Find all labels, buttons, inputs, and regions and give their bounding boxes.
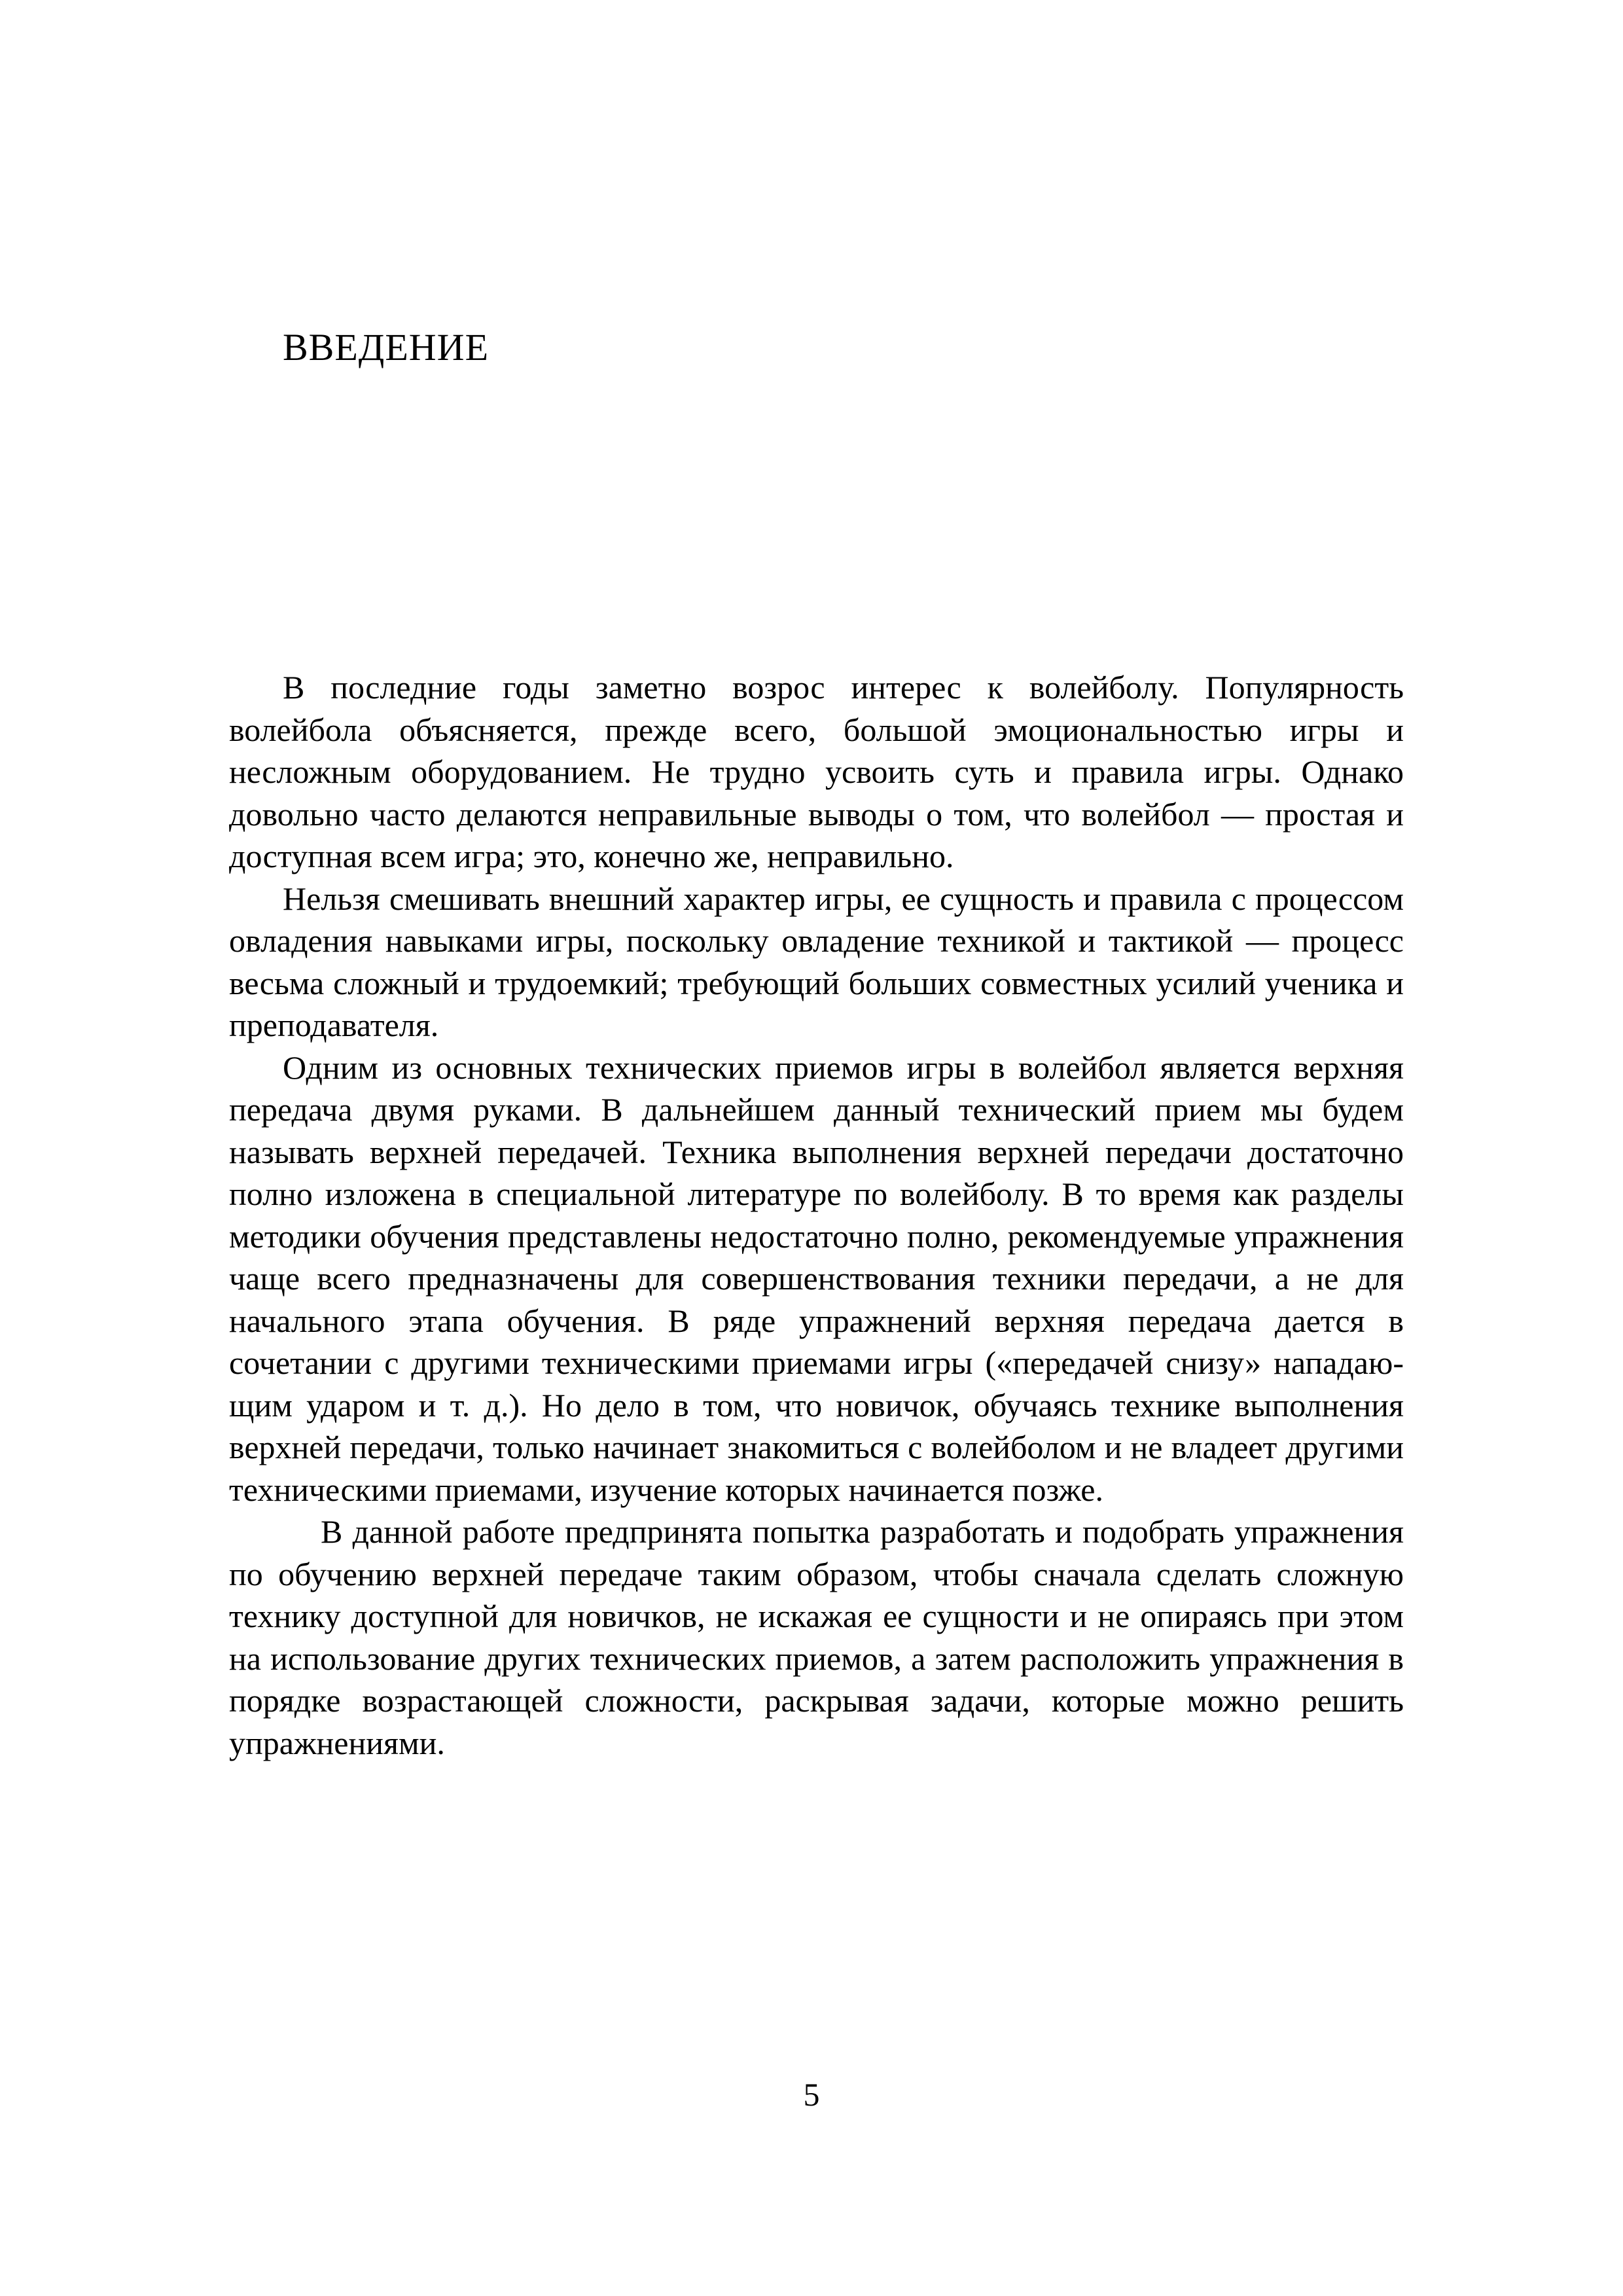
page-number: 5 (803, 2076, 820, 2113)
paragraph-4: В данной работе предпринята попытка разработать и подобрать упражнения по обучению верхней передаче таким образом, чтобы сначала сделать сложную технику доступной для новичков, не искажая ее сущности и не опираясь при этом на использование других технических приемов, а затем расположить упражнения в порядке возрастающей сложности, раскрывая задачи, которые можно решить упражнениями. (229, 1513, 1404, 1761)
paragraph-1: В последние годы заметно возрос интерес к волейболу. Популярность волейбола объясняется, прежде всего, большой эмоциональностью игры и несложным оборудованием. Не трудно усвоить суть и правила игры. Однако довольно часто делаются неправильные выводы о том, что волейбол — простая и доступная всем игра; это, конечно же, неправильно. (229, 669, 1404, 874)
body-text (229, 666, 1404, 1764)
paragraph-3: Одним из основных технических приемов игры в волейбол является верхняя передача двумя руками. В дальнейшем данный технический прием мы будем называть верхней передачей. Техника выполнения верхней передачи достаточно полно изложена в специальной литературе по волейболу. В то время как разделы методики обучения представлены недостаточно полно, рекомендуемые упражнения чаще всего предназначены для совершенствования техники передачи, а не для начального этапа обучения. В ряде упражнений верхняя передача дается в сочетании с другими техническими приемами игры («передачей снизу» нападающим ударом и т. д.). Но дело в том, что новичок, обучаясь технике выполнения верхней передачи, только начинает знакомиться с волейболом и не владеет другими техническими приемами, изучение которых начинается позже. (229, 1049, 1404, 1508)
paragraph-2: Нельзя смешивать внешний характер игры, ее сущность и правила с процессом овладения навыками игры, поскольку овладение техникой и тактикой — процесс весьма сложный и трудоемкий; требующий больших совместных усилий ученика и преподавателя. (229, 880, 1404, 1043)
section-heading: ВВЕДЕНИЕ (283, 326, 489, 368)
